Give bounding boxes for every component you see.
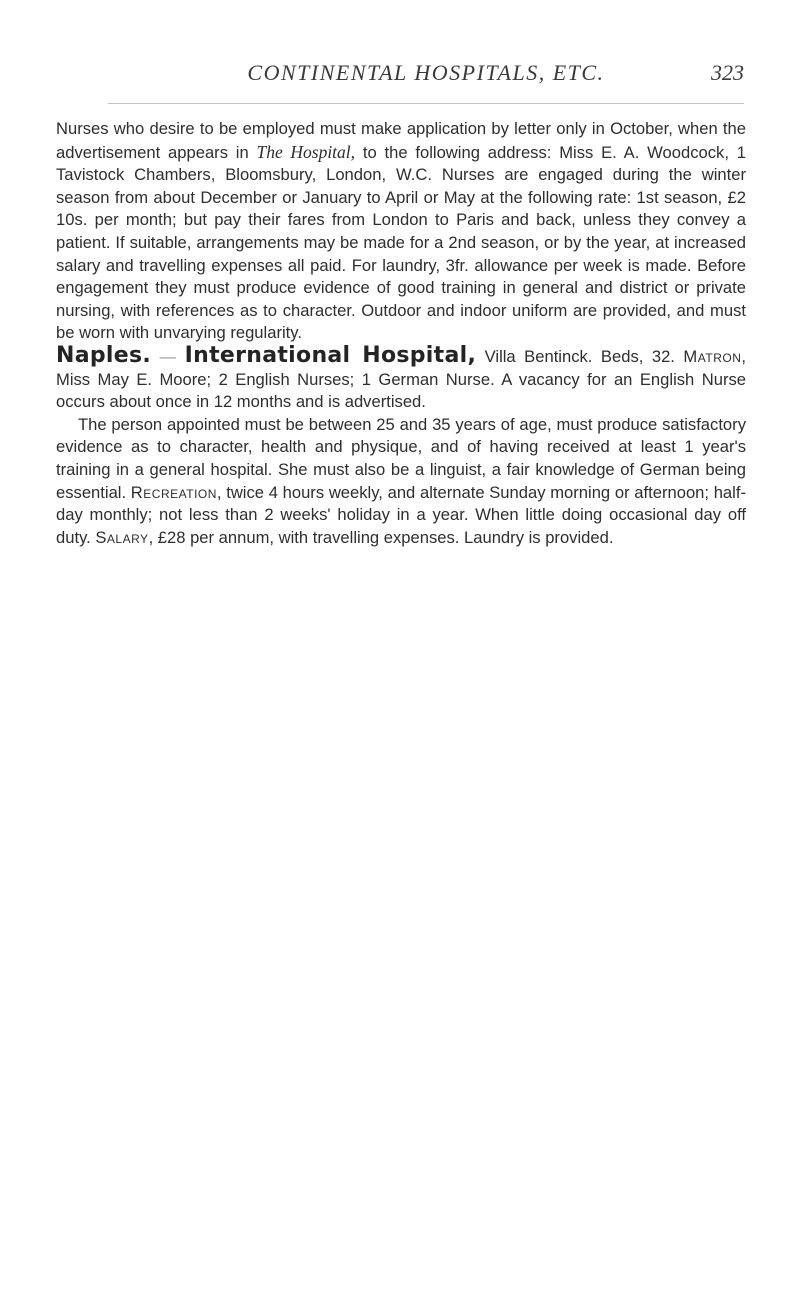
intro-paragraph xyxy=(56,118,746,345)
page-number: 323 xyxy=(711,60,744,85)
salary-label: Salary xyxy=(95,527,149,547)
section-hospital-name: International Hospital, xyxy=(184,342,477,368)
matron-label: Matron xyxy=(683,346,742,366)
salary-text: , £28 per annum, with travelling expenses. Laundry is provided. xyxy=(148,527,614,547)
header-rule xyxy=(108,103,744,104)
section-city: Naples. xyxy=(56,342,152,368)
requirements-paragraph xyxy=(56,414,746,550)
requirements-text: The person appointed must be between 25 and 35 years of age, must produce satisfactory evidence as to character, health and physique, and of having received at least 1 year's training in a general hospital. She must also be a linguist, a fair knowledge of German being essential. xyxy=(56,414,746,502)
intro-text-start: Nurses who desire to be employed must make application by letter only in October, when the advertisement appears in xyxy=(56,119,746,162)
intro-text-end: to the following address: Miss E. A. Woodcock, 1 Tavistock Chambers, Bloomsbury, London, W.C. Nurses are engaged during the winter season from about December or January to April or May at the following rate: 1st season, £2 10s. per month; but pay their fares from London to Paris and back, unless they convey a patient. If suitable, arrangements may be made for a 2nd season, or by the year, at increased salary and travelling expenses all paid. For laundry, 3fr. allowance per week is made. Before engagement they must produce evidence of good training in general and district or private nursing, with references as to character. Outdoor and indoor uniform are provided, and must be worn with unvarying regularity. xyxy=(56,142,746,343)
recreation-text: , twice 4 hours weekly, and alternate Sunday morning or afternoon; half-day monthly; not less than 2 weeks' holiday in a year. When little doing occasional day off duty. xyxy=(56,482,746,547)
naples-entry xyxy=(56,342,746,414)
section-dash: — xyxy=(151,346,185,366)
page-body xyxy=(56,118,746,549)
recreation-label: Recreation xyxy=(130,482,217,502)
running-head xyxy=(108,60,744,100)
publication-title: The Hospital, xyxy=(256,141,356,162)
section-location: Villa Bentinck. Beds, 32. xyxy=(476,346,684,366)
running-title: CONTINENTAL HOSPITALS, ETC. xyxy=(247,60,605,85)
matron-text: , Miss May E. Moore; 2 English Nurses; 1 German Nurse. A vacancy for an English Nurse occurs about once in 12 months and is advertised. xyxy=(56,346,746,412)
